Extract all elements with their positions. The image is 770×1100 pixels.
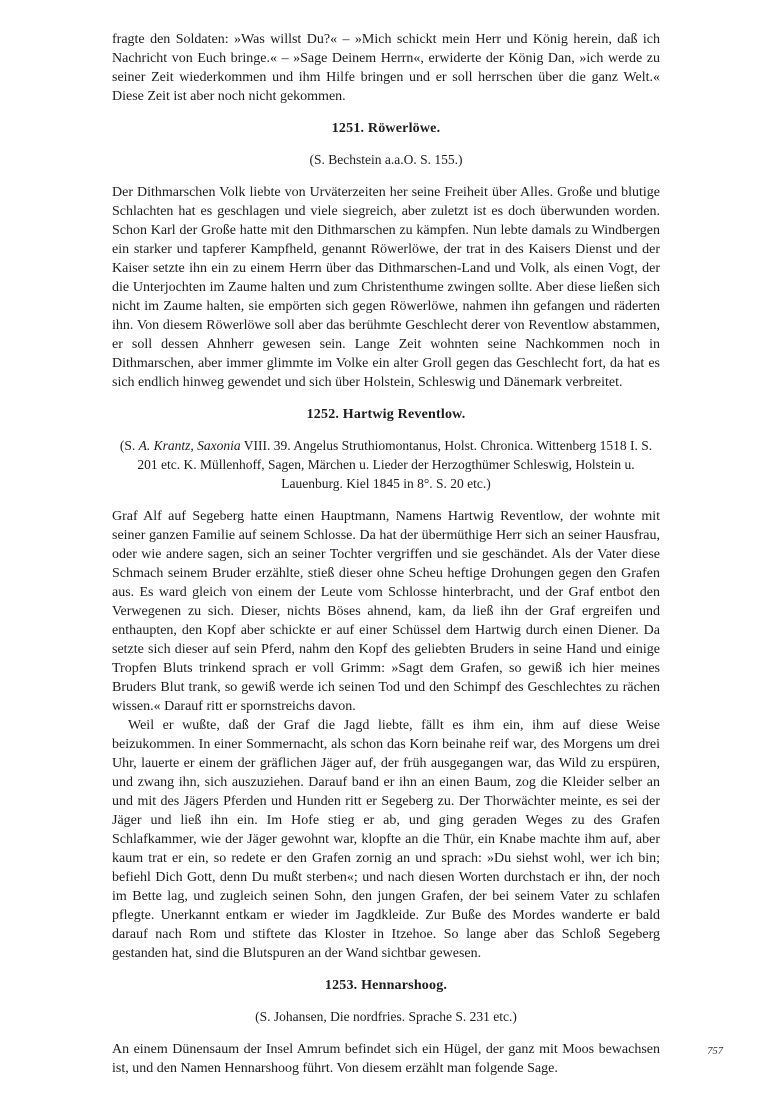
section-citation-1252 (112, 436, 660, 493)
section-paragraph: Der Dithmarschen Volk liebte von Urväterzeiten her seine Freiheit über Alles. Große und blutige Schlachten hat es geschlagen und viele siegreich, aber zuletzt ist es doch überwunden worden. Schon Karl der Große hatte mit den Dithmarschen zu kämpfen. Nun lebte damals zu Windbergen ein starker und tapferer Kampfheld, genannt Röwerlöwe, der trat in des Kaisers Dienst und der Kaiser setzte ihn ein zu einem Herrn über das Dithmarschen-Land und Volk, als einen Vogt, der die Unterjochten im Zaume halten und zum Christenthume zwingen sollte. Aber diese ließen sich nicht im Zaume halten, sie empörten sich gegen Röwerlöwe, nahmen ihn gefangen und räderten ihn. Von diesem Röwerlöwe soll aber das berühmte Geschlecht derer von Reventlow abstammen, er soll dessen Ahnherr gewesen sein. Lange Zeit wohnten seine Nachkommen noch in Dithmarschen, aber immer glimmte im Volke ein alter Groll gegen das Geschlecht fort, da hat es sich endlich hinweg gewendet und sich über Holstein, Schleswig und Dänemark verbreitet. (112, 185, 660, 390)
section-citation-1251: (S. Bechstein a.a.O. S. 155.) (309, 152, 463, 167)
section-citation-1253: (S. Johansen, Die nordfries. Sprache S. 231 etc.) (255, 1009, 517, 1024)
section-paragraph: Weil er wußte, daß der Graf die Jagd liebte, fällt es ihm ein, ihm auf diese Weise beizukommen. In einer Sommernacht, als schon das Korn beinahe reif war, des Morgens um drei Uhr, lauerte er einem der gräflichen Jäger auf, der früh ausgegangen war, das Wild zu erspüren, und zwang ihn, sich auszuziehen. Darauf band er ihn an einen Baum, zog die Kleider selber an und mit des Jägers Pferden und Hunden ritt er Segeberg zu. Der Thorwächter meinte, es sei der Jäger und ließ ihn ein. Im Hofe stieg er ab, und ging geraden Weges zu des Grafen Schlafkammer, wie der Jäger gewohnt war, klopfte an die Thür, ein Knabe machte ihm auf, aber kaum trat er ein, so redete er den Grafen zornig an und sprach: »Du siehst wohl, wer ich bin; befiehl Dich Gott, denn Du mußt sterben«; und nach diesen Worten durchstach er ihn, der noch im Bette lag, und zugleich seinen Sohn, den jungen Grafen, der bei seinem Vater zu schlafen pflegte. Unerkannt entkam er wieder im Jagdkleide. Zur Buße des Mordes wanderte er bald darauf nach Rom und stiftete das Kloster in Itzehoe. So lange aber das Schloß Segeberg gestanden hat, sind die Blutspuren an der Wand sichtbar gewesen. (112, 718, 660, 961)
citation-source-italic: A. Krantz, Saxonia (138, 438, 241, 453)
section-heading-1251: 1251. Röwerlöwe. (331, 121, 441, 136)
text-column (112, 30, 660, 1078)
page-number: 757 (707, 1046, 723, 1057)
continuation-paragraph: fragte den Soldaten: »Was willst Du?« – »Mich schickt mein Herr und König herein, daß ich Nachricht von Euch bringe.« – »Sage Deinem Herrn«, erwiderte der König Dan, »ich werde zu seiner Zeit wiederkommen und ihm Hilfe bringen und er soll herrschen über die ganz Welt.« Diese Zeit ist aber noch nicht gekommen. (112, 32, 660, 104)
section-paragraph: Graf Alf auf Segeberg hatte einen Hauptmann, Namens Hartwig Reventlow, der wohnte mit seiner ganzen Familie auf seinem Schlosse. Da hat der übermüthige Herr sich an seiner Hausfrau, oder wie andere sagen, sich an seiner Tochter vergriffen und sie geschändet. Als der Vater diese Schmach seinem Bruder erzählte, stieß dieser ohne Scheu heftige Drohungen gegen den Grafen aus. Es ward gleich von einem der Leute vom Schlosse hinterbracht, und der Graf entbot den Verwegenen zu sich. Dieser, nichts Böses ahnend, kam, da ließ ihn der Graf ergreifen und enthaupten, den Kopf aber schickte er auf einer Schüssel dem Hartwig durch einen Diener. Da setzte sich dieser auf sein Pferd, nahm den Kopf des geliebten Bruders in seine Hand und einige Tropfen Bluts trinkend sprach er voll Grimm: »Sagt dem Grafen, so gewiß ich hier meines Bruders Blut trank, so gewiß werde ich seinen Tod und den Schimpf des Geschlechtes zu rächen wissen.« Darauf ritt er spornstreichs davon. (112, 509, 660, 714)
section-heading-1252: 1252. Hartwig Reventlow. (306, 407, 466, 422)
citation-text-prefix: (S. (119, 438, 139, 453)
citation-text-rest: VIII. 39. Angelus Struthiomontanus, Holst. Chronica. Wittenberg 1518 I. S. 201 etc. K. Müllenhoff, Sagen, Märchen u. Lieder der Herzogthümer Schleswig, Holstein u. Lauenburg. Kiel 1845 in 8°. S. 20 etc.) (137, 438, 653, 491)
section-paragraph: An einem Dünensaum der Insel Amrum befindet sich ein Hügel, der ganz mit Moos bewachsen ist, und den Namen Hennarshoog führt. Von diesem erzählt man folgende Sage. (112, 1042, 660, 1076)
section-heading-1253: 1253. Hennarshoog. (324, 978, 448, 993)
